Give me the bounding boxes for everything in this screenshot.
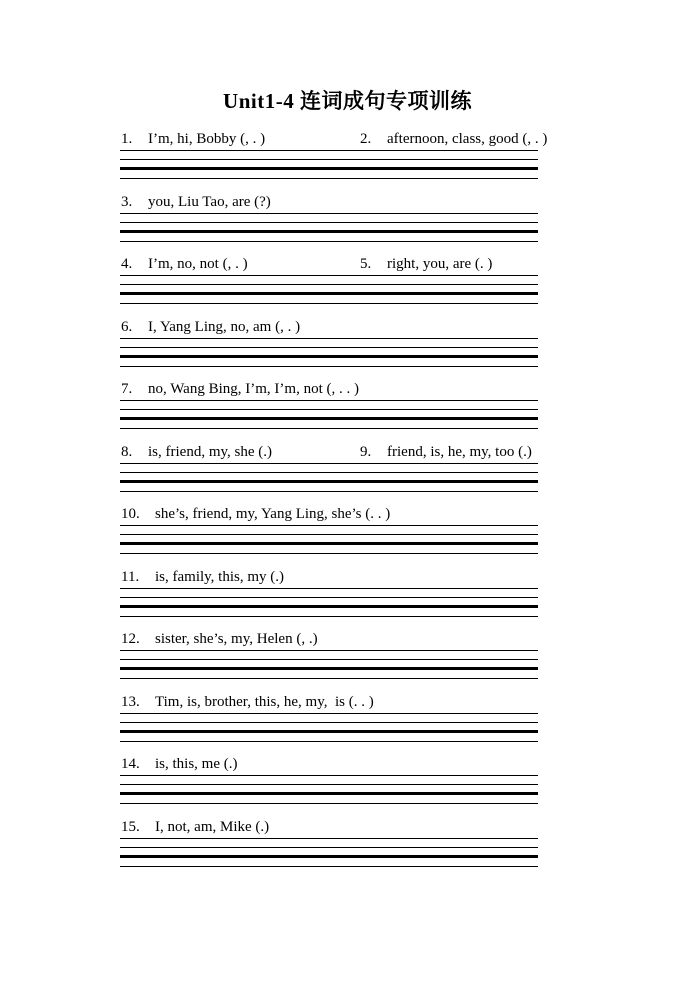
question-item [121,756,238,773]
answer-line-4[interactable] [120,733,538,742]
prompt-row [120,253,538,275]
question-block [120,316,538,367]
answer-line-2[interactable] [120,401,538,410]
question-item [121,506,390,523]
question-number: 8. [121,443,133,460]
question-number: 11. [121,568,140,585]
answer-line-3-bold[interactable] [120,535,538,545]
question-block [120,566,538,617]
worksheet-body [120,128,548,878]
answer-line-3-bold[interactable] [120,848,538,858]
question-item [121,819,269,836]
answer-line-3-bold[interactable] [120,410,538,420]
question-words: right, you, are (. ) [387,256,493,272]
question-words: I, not, am, Mike (.) [155,818,270,835]
question-item [360,256,492,273]
answer-line-4[interactable] [120,795,538,804]
answer-line-4[interactable] [120,295,538,304]
question-item [121,194,271,211]
question-words: no, Wang Bing, I’m, I’m, not (, . . ) [148,381,359,397]
answer-line-2[interactable] [120,464,538,473]
prompt-row [120,816,538,838]
answer-line-4[interactable] [120,233,538,242]
answer-line-2[interactable] [120,651,538,660]
answer-line-4[interactable] [120,170,538,179]
question-words: I’m, hi, Bobby (, . ) [148,131,266,147]
question-words: is, friend, my, she (.) [148,443,272,460]
question-block [120,816,538,867]
question-item [360,131,547,148]
prompt-row [120,378,538,400]
answer-line-2[interactable] [120,839,538,848]
question-block [120,253,538,304]
prompt-row [120,128,548,150]
question-item [121,381,359,398]
question-block [120,191,538,242]
answer-line-2[interactable] [120,714,538,723]
prompt-row [120,503,538,525]
answer-line-3-bold[interactable] [120,223,538,233]
answer-line-2[interactable] [120,151,538,160]
prompt-row [120,191,538,213]
question-number: 6. [121,318,133,335]
question-words: she’s, friend, my, Yang Ling, she’s (. . ) [155,506,391,522]
question-number: 2. [360,131,372,147]
answer-line-2[interactable] [120,214,538,223]
question-words: sister, she’s, my, Helen (, .) [155,631,318,647]
question-block [120,753,538,804]
question-item [121,569,284,586]
question-number: 12. [121,631,140,647]
answer-line-2[interactable] [120,276,538,285]
question-item [121,631,318,648]
answer-line-3-bold[interactable] [120,348,538,358]
question-words: friend, is, he, my, too (.) [387,443,532,460]
question-block [120,691,538,742]
prompt-row [120,566,538,588]
answer-line-4[interactable] [120,670,538,679]
question-number: 1. [121,131,133,147]
prompt-row [120,316,538,338]
answer-line-3-bold[interactable] [120,473,538,483]
answer-line-2[interactable] [120,776,538,785]
question-number: 10. [121,506,140,522]
question-words: I’m, no, not (, . ) [148,256,248,272]
question-block [120,441,538,492]
question-number: 7. [121,381,133,397]
answer-line-2[interactable] [120,526,538,535]
question-item [121,694,374,711]
question-number: 14. [121,756,140,772]
answer-line-4[interactable] [120,545,538,554]
question-words: is, family, this, my (.) [155,568,285,585]
answer-line-4[interactable] [120,483,538,492]
question-item [121,131,265,148]
answer-line-3-bold[interactable] [120,660,538,670]
worksheet-title: Unit1-4 连词成句专项训练 [223,89,472,113]
answer-line-4[interactable] [120,608,538,617]
answer-line-3-bold[interactable] [120,160,538,170]
answer-line-4[interactable] [120,358,538,367]
question-words: afternoon, class, good (, . ) [387,131,548,147]
question-block [120,503,538,554]
answer-line-3-bold[interactable] [120,598,538,608]
question-number: 5. [360,256,372,272]
question-block [120,628,538,679]
prompt-row [120,628,538,650]
answer-line-2[interactable] [120,339,538,348]
question-item [121,319,300,336]
question-block [120,128,548,179]
question-item [121,444,272,461]
question-number: 9. [360,443,372,460]
question-block [120,378,538,429]
question-words: Tim, is, brother, this, he, my, is (. . ) [155,693,374,710]
answer-line-2[interactable] [120,589,538,598]
question-words: I, Yang Ling, no, am (, . ) [148,318,301,335]
answer-line-3-bold[interactable] [120,785,538,795]
question-words: you, Liu Tao, are (?) [148,193,271,210]
answer-line-4[interactable] [120,858,538,867]
answer-line-3-bold[interactable] [120,285,538,295]
question-number: 13. [121,693,140,710]
question-item [360,444,532,461]
question-words: is, this, me (.) [155,756,238,772]
question-number: 4. [121,256,133,272]
prompt-row [120,753,538,775]
prompt-row [120,691,538,713]
question-item [121,256,248,273]
prompt-row [120,441,538,463]
question-number: 15. [121,818,140,835]
question-number: 3. [121,193,133,210]
answer-line-4[interactable] [120,420,538,429]
answer-line-3-bold[interactable] [120,723,538,733]
